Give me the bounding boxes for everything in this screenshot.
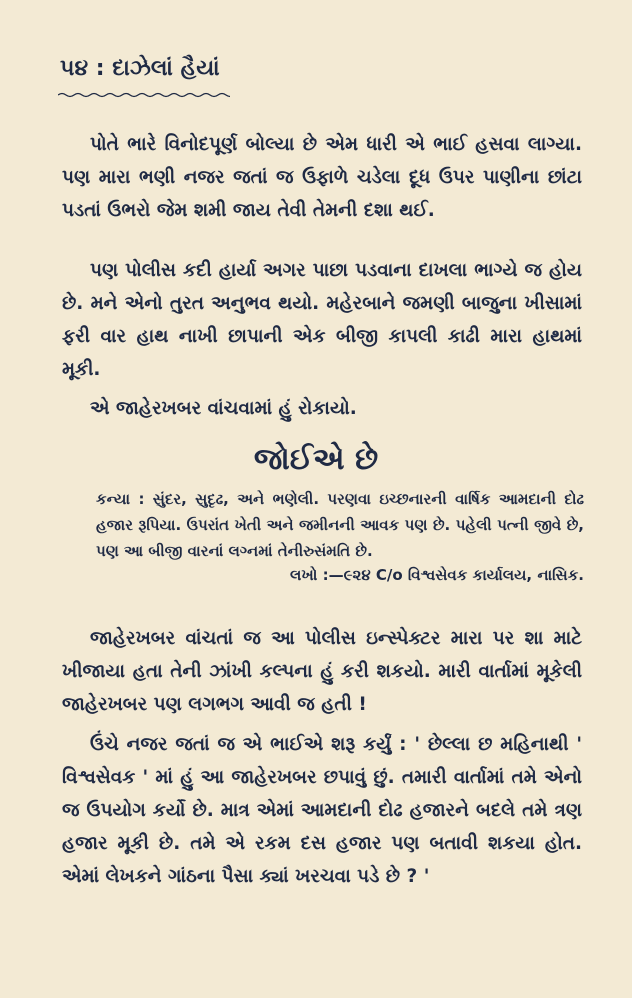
- paragraph-5-text: ઉંચે નજર જતાં જ એ ભાઈએ શરૂ કર્યું : ' છેલ્લા છ મહિનાથી ' વિશ્વસેવક ' માં હું આ જાહેરખબર છપાવું છું. તમારી વાર્તામાં તમે એનો જ ઉપયોગ કર્યો છે. માત્ર એમાં આમદાની દોઢ હજારને બદલે તમે ત્રણ હજાર મૂકી છે. તમે એ રકમ દસ હજાર પણ બતાવી શકયા હોત. એમાં લેખકને ગાંઠના પૈસા ક્યાં ખરચવા પડે છે ? ': [62, 734, 582, 887]
- paragraph-1-text: પોતે ભારે વિનોદપૂર્ણ બોલ્યા છે એમ ધારી એ ભાઈ હસવા લાગ્યા. પણ મારા ભણી નજર જતાં જ ઉફાળે ચડેલા દૂધ ઉપર પાણીના છાંટા પડતાં ઉભરો જેમ શમી જાય તેવી તેમની દશા થઈ.: [62, 134, 582, 221]
- paragraph-3-text: એ જાહેરખબર વાંચવામાં હું રોકાયો.: [90, 398, 357, 419]
- advertisement-contact: લખો :—૯૨૪ C/o વિશ્વસેવક કાર્યાલય, નાસિક.: [290, 566, 584, 584]
- paragraph-2: [62, 254, 582, 386]
- paragraph-1: [62, 128, 582, 227]
- paragraph-3: [62, 392, 582, 425]
- advertisement-title: જોઈએ છે: [253, 442, 379, 477]
- heading-underline: [58, 92, 230, 98]
- paragraph-2-text: પણ પોલીસ કદી હાર્યા અગર પાછા પડવાના દાખલા ભાગ્યે જ હોય છે. મને એનો તુરત અનુભવ થયો. મહેરબાને જમણી બાજુના ખીસામાં ફરી વાર હાથ નાખી છાપાની એક બીજી કાપલી કાઢી મારા હાથમાં મૂકી.: [62, 260, 582, 380]
- paragraph-5: [62, 728, 582, 893]
- chapter-heading: ૫૪ : દાઝેલાં હૈયાં: [60, 56, 220, 81]
- paragraph-4-text: જાહેરખબર વાંચતાં જ આ પોલીસ ઇન્સ્પેક્ટર મારા પર શા માટે ખીજાયા હતા તેની ઝાંખી કલ્પના હું કરી શકયો. મારી વાર્તામાં મૂકેલી જાહેરખબર પણ લગભગ આવી જ હતી !: [62, 628, 582, 715]
- paragraph-4: [62, 622, 582, 721]
- advertisement-body: કન્યા : સુંદર, સુદૃઢ, અને ભણેલી. પરણવા ઇચ્છનારની વાર્ષિક આમદાની દોઢ હજાર રૂપિયા. ઉપરાંત ખેતી અને જમીનની આવક પણ છે. પહેલી પત્ની જીવે છે, પણ આ બીજી વારનાં લગ્નમાં તેનીરુસંમતિ છે.: [96, 490, 584, 560]
